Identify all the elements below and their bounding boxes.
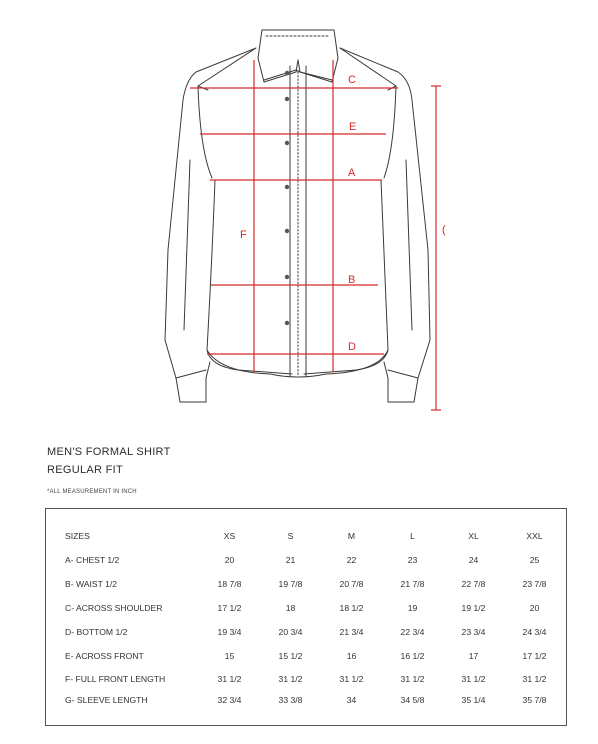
cell: 22 3/4: [400, 627, 425, 637]
cell: 18 7/8: [217, 579, 242, 589]
label-f: F: [240, 229, 247, 241]
cell: 35 7/8: [522, 694, 547, 705]
shirt-button: [285, 185, 289, 189]
cell: 22 7/8: [461, 579, 486, 589]
cell: 16 1/2: [400, 651, 425, 661]
cell: 20: [529, 603, 540, 613]
cell: 31 1/2: [522, 673, 547, 684]
measurement-lines: [190, 60, 441, 410]
row-label: F- FULL FRONT LENGTH: [65, 673, 166, 684]
placket-buttons: [285, 71, 289, 325]
product-fit: REGULAR FIT: [47, 464, 124, 476]
cell: 33 3/8: [278, 694, 303, 705]
cell: 23 3/4: [461, 627, 486, 637]
cell: 15: [224, 651, 235, 661]
measurement-labels: [240, 74, 446, 353]
table-row: [65, 596, 565, 620]
table-row: [65, 668, 565, 689]
cell: 21 7/8: [400, 579, 425, 589]
cell: 34: [346, 694, 357, 705]
shirt-button: [285, 229, 289, 233]
size-chart-table: [45, 508, 567, 726]
header-xxl: XXL: [526, 531, 543, 541]
label-b: B: [348, 274, 356, 286]
cell: 21 3/4: [339, 627, 364, 637]
cell: 15 1/2: [278, 651, 303, 661]
cell: 23 7/8: [522, 579, 547, 589]
header-m: M: [347, 531, 356, 541]
cell: 20 7/8: [339, 579, 364, 589]
cell: 20 3/4: [278, 627, 303, 637]
cell: 18: [285, 603, 296, 613]
table-row: [65, 644, 565, 668]
cell: 19 1/2: [461, 603, 486, 613]
cell: 17 1/2: [217, 603, 242, 613]
cell: 21: [285, 555, 296, 565]
cell: 34 5/8: [400, 694, 425, 705]
header-sizes: SIZES: [65, 531, 90, 541]
label-c: C: [348, 74, 356, 86]
cell: 19 3/4: [217, 627, 242, 637]
header-s: S: [287, 531, 294, 541]
table-header-row: [65, 524, 565, 548]
cell: 31 1/2: [278, 673, 303, 684]
shirt-button: [285, 275, 289, 279]
cell: 31 1/2: [217, 673, 242, 684]
cell: 22: [346, 555, 357, 565]
shirt-button: [285, 71, 289, 75]
table-row: [65, 548, 565, 572]
cell: 19: [407, 603, 418, 613]
cell: 32 3/4: [217, 694, 242, 705]
cell: 24 3/4: [522, 627, 547, 637]
cell: 31 1/2: [400, 673, 425, 684]
cell: 20: [224, 555, 235, 565]
header-xs: XS: [223, 531, 236, 541]
label-e: E: [349, 121, 357, 133]
measurement-note: *ALL MEASUREMENT IN INCH: [47, 489, 137, 495]
row-label: D- BOTTOM 1/2: [65, 627, 128, 637]
cell: 23: [407, 555, 418, 565]
cell: 24: [468, 555, 479, 565]
shirt-button: [285, 141, 289, 145]
shirt-outline: [165, 30, 430, 402]
table-row: [65, 689, 565, 710]
row-label: G- SLEEVE LENGTH: [65, 694, 148, 705]
table-row: [65, 572, 565, 596]
row-label: C- ACROSS SHOULDER: [65, 603, 163, 613]
product-title: [47, 443, 171, 479]
shirt-button: [285, 97, 289, 101]
cell: 31 1/2: [461, 673, 486, 684]
cell: 17 1/2: [522, 651, 547, 661]
size-table: [65, 524, 565, 710]
product-name: MEN'S FORMAL SHIRT: [47, 446, 171, 458]
cell: 17: [468, 651, 479, 661]
cell: 19 7/8: [278, 579, 303, 589]
table-row: [65, 620, 565, 644]
row-label: B- WAIST 1/2: [65, 579, 118, 589]
label-g: (: [442, 224, 446, 236]
shirt-button: [285, 321, 289, 325]
cell: 35 1/4: [461, 694, 486, 705]
label-d: D: [348, 341, 356, 353]
header-xl: XL: [468, 531, 479, 541]
cell: 18 1/2: [339, 603, 364, 613]
label-a: A: [348, 167, 356, 179]
cell: 16: [346, 651, 357, 661]
row-label: E- ACROSS FRONT: [65, 651, 144, 661]
cell: 31 1/2: [339, 673, 364, 684]
header-l: L: [410, 531, 415, 541]
row-label: A- CHEST 1/2: [65, 555, 120, 565]
cell: 25: [529, 555, 540, 565]
